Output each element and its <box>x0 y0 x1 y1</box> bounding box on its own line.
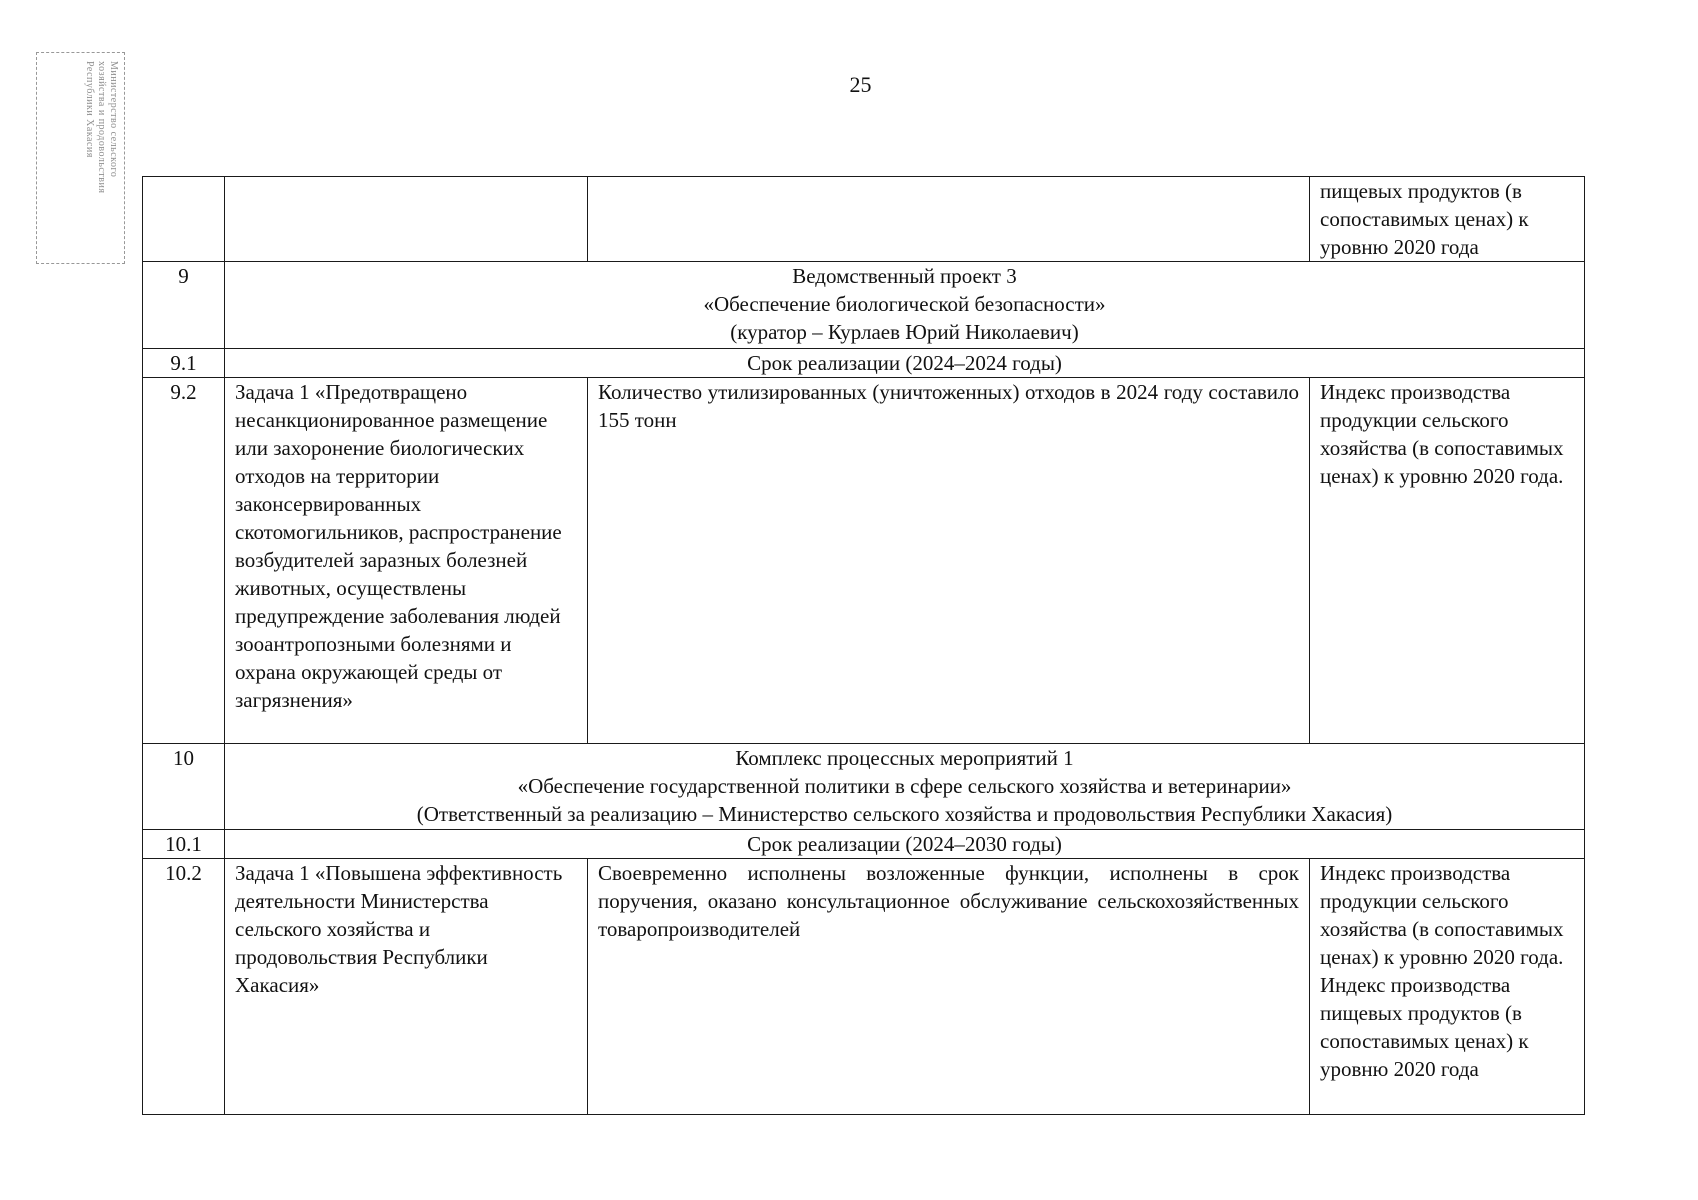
row-number-cell: 9 <box>143 262 225 349</box>
row-number-cell: 10.2 <box>143 859 225 1115</box>
row-number-cell: 9.1 <box>143 349 225 378</box>
stamp-line: Министерство сельского <box>108 61 119 178</box>
table-row <box>143 859 1585 1115</box>
row-number-cell: 10.1 <box>143 830 225 859</box>
section-heading-line: «Обеспечение государственной политики в сфере сельского хозяйства и ветеринарии» <box>517 774 1292 798</box>
section-heading-cell <box>225 744 1585 830</box>
indicator-text: Индекс производства продукции сельского хозяйства (в сопоставимых ценах) к уровню 2020 года. <box>1320 861 1564 969</box>
table-row <box>143 262 1585 349</box>
row-number-cell: 10 <box>143 744 225 830</box>
section-heading-line: «Обеспечение биологической безопасности» <box>703 292 1106 316</box>
section-heading-line: (куратор – Курлаев Юрий Николаевич) <box>730 320 1079 344</box>
section-heading-cell <box>225 262 1585 349</box>
result-cell: Количество утилизированных (уничтоженных) отходов в 2024 году составило 155 тонн <box>588 378 1310 744</box>
table-row <box>143 744 1585 830</box>
indicator-cell: пищевых продуктов (в сопоставимых ценах) к уровню 2020 года <box>1310 177 1585 262</box>
row-number-cell <box>143 177 225 262</box>
table-row <box>143 349 1585 378</box>
result-cell: Своевременно исполнены возложенные функции, исполнены в срок поручения, оказано консультационное обслуживание сельскохозяйственных товаропроизводителей <box>588 859 1310 1115</box>
task-cell <box>225 177 588 262</box>
table-row <box>143 830 1585 859</box>
indicator-cell <box>1310 859 1585 1115</box>
registration-stamp <box>36 52 125 264</box>
term-cell: Срок реализации (2024–2024 годы) <box>225 349 1585 378</box>
stamp-text <box>41 61 119 255</box>
indicator-text: Индекс производства пищевых продуктов (в сопоставимых ценах) к уровню 2020 года <box>1320 973 1529 1081</box>
section-heading-line: (Ответственный за реализацию – Министерство сельского хозяйства и продовольствия Республики Хакасия) <box>416 802 1393 826</box>
row-number-cell: 9.2 <box>143 378 225 744</box>
section-heading-line: Ведомственный проект 3 <box>792 264 1017 288</box>
stamp-line: Республики Хакасия <box>84 61 95 158</box>
page-number: 25 <box>849 72 872 97</box>
stamp-line: хозяйства и продовольствия <box>96 61 107 194</box>
section-heading-line: Комплекс процессных мероприятий 1 <box>735 746 1074 770</box>
result-cell <box>588 177 1310 262</box>
indicator-cell: Индекс производства продукции сельского хозяйства (в сопоставимых ценах) к уровню 2020 года. <box>1310 378 1585 744</box>
results-table <box>142 176 1585 1115</box>
table-row <box>143 378 1585 744</box>
task-cell: Задача 1 «Повышена эффективность деятельности Министерства сельского хозяйства и продовольствия Республики Хакасия» <box>225 859 588 1115</box>
task-cell: Задача 1 «Предотвращено несанкционированное размещение или захоронение биологических отходов на территории законсервированных скотомогильников, распространение возбудителей заразных болезней животных, осуществлены предупреждение заболевания людей зооантропозными болезнями и охрана окружающей среды от загрязнения» <box>225 378 588 744</box>
table-row <box>143 177 1585 262</box>
term-cell: Срок реализации (2024–2030 годы) <box>225 830 1585 859</box>
